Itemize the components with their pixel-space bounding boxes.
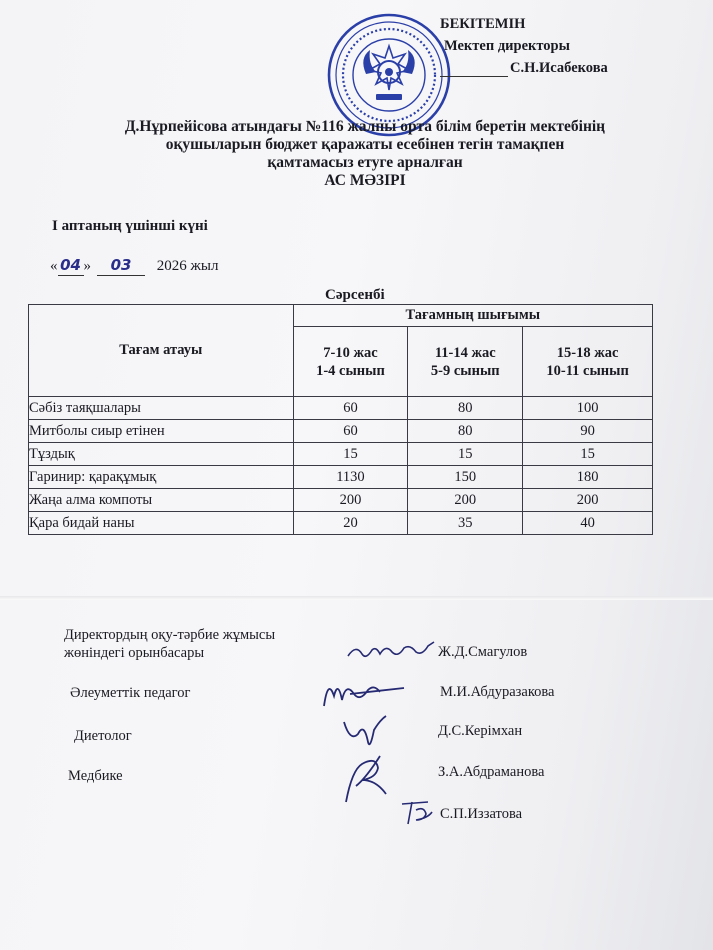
col-age-group: 15-18 жас 10-11 сынып: [523, 327, 653, 397]
dish-output: 1130: [293, 466, 408, 489]
dish-name: Жаңа алма компоты: [29, 489, 294, 512]
date-month: 03: [110, 256, 132, 274]
signature-mark: [320, 672, 406, 712]
dish-output: 20: [293, 512, 408, 535]
date-line: [50, 256, 218, 276]
dish-output: 200: [293, 489, 408, 512]
dish-name: Сәбіз таяқшалары: [29, 397, 294, 420]
col-dish-name: Тағам атауы: [29, 305, 294, 397]
signatory-role: Диетолог: [74, 728, 132, 744]
signatory-name: Д.С.Керімхан: [438, 723, 523, 739]
paper-fold: [0, 596, 713, 600]
heading-line-1: Д.Нұрпейісова атындағы №116 жалпы орта білім беретін мектебінің: [124, 118, 606, 135]
col-age-group: 11-14 жас 5-9 сынып: [408, 327, 523, 397]
table-row: [29, 512, 653, 535]
approval-director-name: С.Н.Исабекова: [510, 60, 608, 76]
approval-signature-line: [440, 76, 508, 77]
signatory-name: З.А.Абдраманова: [438, 764, 545, 780]
signature-mark: [340, 712, 390, 752]
table-row: [29, 443, 653, 466]
week-label: І аптаның үшінші күні: [52, 218, 208, 234]
table-row: [29, 489, 653, 512]
heading-line-3: қамтамасыз етуге арналған: [267, 154, 463, 171]
signatory-role: Директордың оқу-тәрбие жұмысы жөніндегі орынбасары: [64, 627, 276, 661]
dish-output: 40: [523, 512, 653, 535]
dish-output: 15: [523, 443, 653, 466]
dish-name: Қара бидай наны: [29, 512, 294, 535]
dish-output: 90: [523, 420, 653, 443]
dish-output: 60: [293, 397, 408, 420]
col-output-group: Тағамның шығымы: [293, 305, 652, 327]
approval-block: [440, 14, 608, 76]
day-name: Сәрсенбі: [325, 287, 385, 303]
approval-title: БЕКІТЕМІН: [440, 16, 526, 32]
dish-output: 180: [523, 466, 653, 489]
approval-position: Мектеп директоры: [444, 38, 570, 54]
signatory-name: Ж.Д.Смагулов: [438, 644, 528, 660]
dish-output: 35: [408, 512, 523, 535]
table-row: [29, 466, 653, 489]
dish-output: 200: [523, 489, 653, 512]
date-close-quote: »: [83, 258, 91, 274]
menu-table: [28, 304, 653, 535]
signatory-name: С.П.Иззатова: [440, 806, 523, 822]
dish-output: 60: [293, 420, 408, 443]
dish-output: 100: [523, 397, 653, 420]
signature-mark: [336, 750, 400, 806]
table-row: [29, 397, 653, 420]
date-open-quote: «: [50, 258, 58, 274]
dish-output: 150: [408, 466, 523, 489]
dish-name: Митболы сиыр етінен: [29, 420, 294, 443]
signatory-role: Әлеуметтік педагог: [70, 685, 191, 701]
dish-output: 15: [408, 443, 523, 466]
table-row: [29, 420, 653, 443]
dish-name: Тұздық: [29, 443, 294, 466]
date-year: 2026 жыл: [156, 258, 219, 274]
signature-mark: [398, 798, 438, 828]
dish-output: 80: [408, 420, 523, 443]
dish-output: 200: [408, 489, 523, 512]
dish-name: Гаринир: қарақұмық: [29, 466, 294, 489]
signatory-role: Медбике: [68, 768, 123, 784]
signatory-name: М.И.Абдуразакова: [440, 684, 555, 700]
heading-line-2: оқушыларын бюджет қаражаты есебінен тегін тамақпен: [165, 136, 565, 153]
document-heading: [90, 118, 640, 190]
signature-mark: [346, 636, 438, 664]
date-day: 04: [60, 256, 81, 274]
col-age-group: 7-10 жас 1-4 сынып: [293, 327, 408, 397]
dish-output: 80: [408, 397, 523, 420]
heading-line-4: АС МӘЗІРІ: [324, 172, 406, 189]
dish-output: 15: [293, 443, 408, 466]
